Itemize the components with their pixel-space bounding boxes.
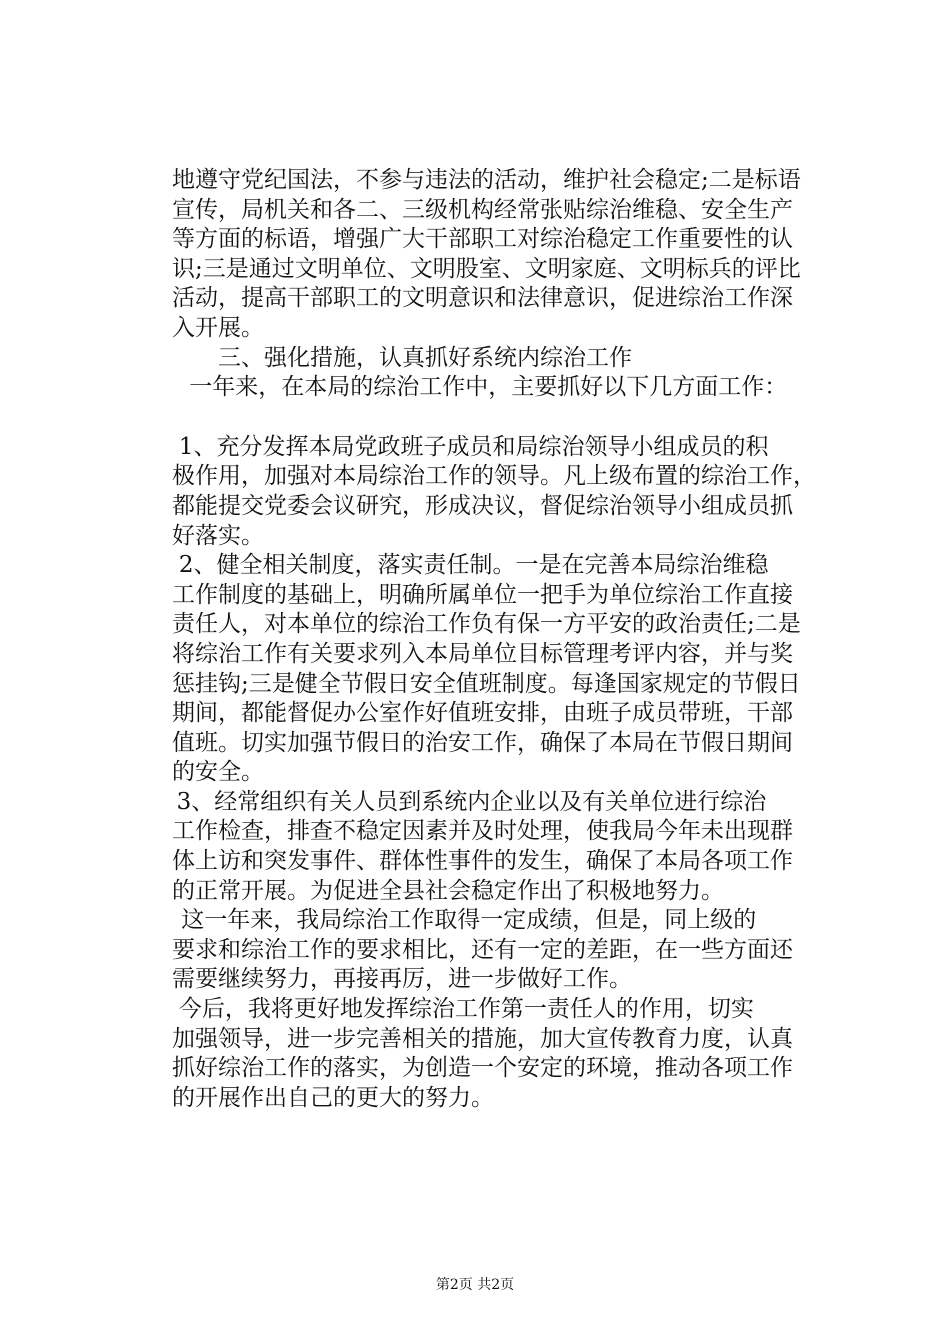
text-line: 抓好综治工作的落实，为创造一个安定的环境，推动各项工作 xyxy=(172,1055,793,1082)
text-line: 都能提交党委会议研究，形成决议，督促综治领导小组成员抓 xyxy=(172,492,793,519)
text-line: 3、经常组织有关人员到系统内企业以及有关单位进行综治 xyxy=(176,788,767,815)
text-line: 要求和综治工作的要求相比，还有一定的差距，在一些方面还 xyxy=(172,936,793,963)
text-line: 工作制度的基础上，明确所属单位一把手为单位综治工作直接 xyxy=(172,581,793,608)
text-line: 好落实。 xyxy=(172,522,264,549)
text-line: 极作用，加强对本局综治工作的领导。凡上级布置的综治工作， xyxy=(172,463,816,490)
text-line: 等方面的标语，增强广大干部职工对综治稳定工作重要性的认 xyxy=(172,226,793,253)
text-line: 责任人，对本单位的综治工作负有保一方平安的政治责任;二是 xyxy=(172,611,801,638)
text-line: 期间，都能督促办公室作好值班安排，由班子成员带班，干部 xyxy=(172,700,793,727)
text-line: 加强领导，进一步完善相关的措施，加大宣传教育力度，认真 xyxy=(172,1025,793,1052)
text-line: 今后，我将更好地发挥综治工作第一责任人的作用，切实 xyxy=(178,996,754,1023)
text-line: 将综治工作有关要求列入本局单位目标管理考评内容，并与奖 xyxy=(172,640,793,667)
text-line: 体上访和突发事件、群体性事件的发生，确保了本局各项工作 xyxy=(172,848,793,875)
text-line: 1、充分发挥本局党政班子成员和局综治领导小组成员的积 xyxy=(178,433,769,460)
text-line: 地遵守党纪国法，不参与违法的活动，维护社会稳定;二是标语 xyxy=(172,167,801,193)
text-line: 需要继续努力，再接再厉，进一步做好工作。 xyxy=(172,966,632,993)
text-line: 活动，提高干部职工的文明意识和法律意识，促进综治工作深 xyxy=(172,285,793,312)
text-line: 2、健全相关制度，落实责任制。一是在完善本局综治维稳 xyxy=(178,552,769,579)
text-line: 的正常开展。为促进全县社会稳定作出了积极地努力。 xyxy=(172,877,724,904)
section-heading: 三、强化措施，认真抓好系统内综治工作 xyxy=(218,344,632,371)
text-line: 一年来，在本局的综治工作中，主要抓好以下几方面工作： xyxy=(189,374,788,401)
text-line: 入开展。 xyxy=(172,314,264,341)
text-line: 的开展作出自己的更大的努力。 xyxy=(172,1084,494,1111)
page-footer xyxy=(0,1276,950,1294)
text-line: 这一年来，我局综治工作取得一定成绩，但是，同上级的 xyxy=(181,907,757,934)
page-indicator: 第2页 共2页 xyxy=(435,1277,515,1293)
text-line: 的安全。 xyxy=(172,759,264,786)
text-line: 惩挂钩;三是健全节假日安全值班制度。每逢国家规定的节假日 xyxy=(172,670,801,697)
text-line: 宣传，局机关和各二、三级机构经常张贴综治维稳、安全生产 xyxy=(172,196,793,223)
text-line: 值班。切实加强节假日的治安工作，确保了本局在节假日期间 xyxy=(172,729,793,756)
paragraph-gap xyxy=(172,403,786,433)
document-body xyxy=(172,166,816,1113)
text-line: 工作检查，排查不稳定因素并及时处理，使我局今年未出现群 xyxy=(172,818,793,845)
text-line: 识;三是通过文明单位、文明股室、文明家庭、文明标兵的评比 xyxy=(172,255,801,282)
